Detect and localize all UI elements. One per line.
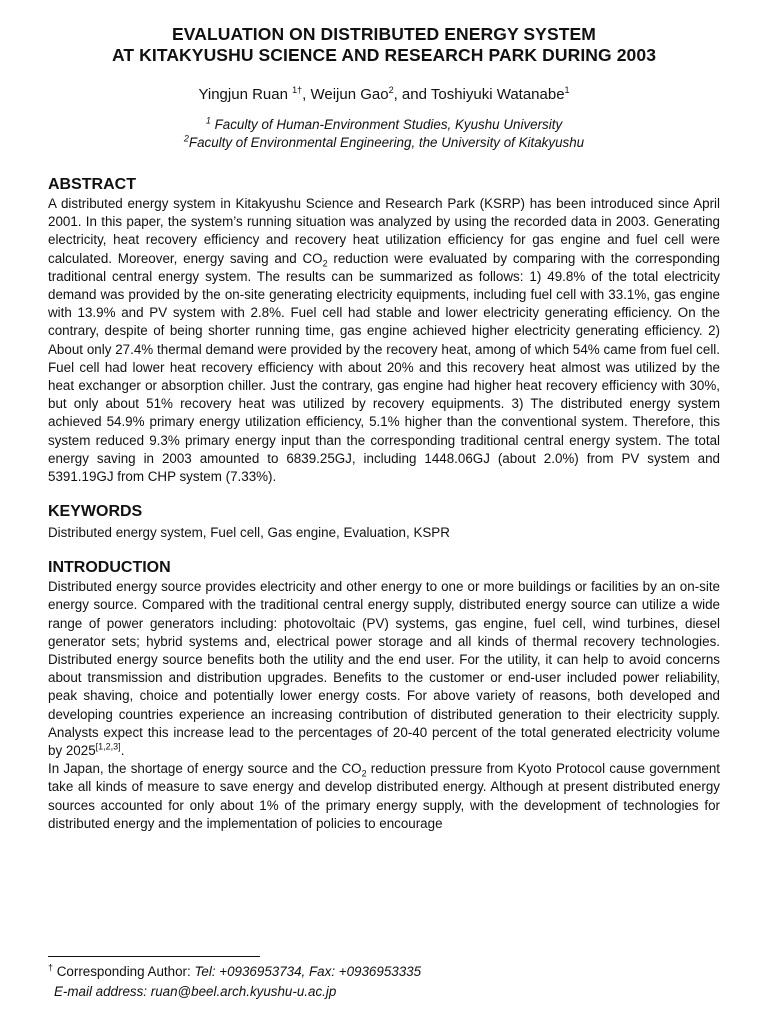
footnote-author-line — [48, 962, 421, 982]
author-list — [48, 86, 720, 104]
footnote-label: Corresponding Author: — [53, 964, 195, 979]
author-1-mark: 1† — [292, 85, 303, 95]
paper-title — [48, 24, 720, 66]
author-2-mark: 2 — [388, 85, 394, 95]
introduction-paragraph-1 — [48, 578, 720, 760]
affiliation-2-mark: 2 — [183, 133, 189, 144]
author-3-mark: 1 — [564, 85, 570, 95]
introduction-heading: INTRODUCTION — [48, 559, 171, 577]
intro-p2-text-2: reduction pressure from Kyoto Protocol cause government take all kinds of measure to save energy and develop distributed energy. Although at present distributed energy sources accounted for only about 1% of the primary energy supply, with the development of technologies for distributed energy and the implementation of policies to encourage — [48, 761, 720, 831]
footnote-email[interactable]: E-mail address: ruan@beel.arch.kyushu-u.ac.jp — [54, 984, 337, 999]
introduction-section — [48, 558, 720, 833]
footnote-divider — [48, 956, 260, 957]
title-line-1: EVALUATION ON DISTRIBUTED ENERGY SYSTEM — [172, 24, 596, 44]
keywords-list: Distributed energy system, Fuel cell, Gas engine, Evaluation, KSPR — [48, 525, 450, 541]
paper-page — [48, 24, 720, 833]
intro-p1-text: Distributed energy source provides electricity and other energy to one or more buildings or facilities by an on-site energy source. Compared with the traditional central energy supply, distributed energy source can utilize a wide range of power generators including: photovoltaic (PV) systems, gas engine, fuel cell, wind turbines, diesel generator sets; hybrid systems and, electrical power storage and all kinds of thermal recovery technologies. Distributed energy source benefits both the utility and the end user. For the utility, it can help to avoid concerns about transmission and distribution upgrades. Benefits to the customer or end-user included power reliability, peak shaving, choice and potentially lower energy costs. For above variety of reasons, both developed and developing countries experience an increasing contribution of distributed generation to their electricity supply. Analysts expect this increase lead to the percentages of 20-40 percent of the total generated electricity volume by 2025 — [48, 579, 720, 759]
author-1: Yingjun Ruan — [198, 86, 293, 103]
title-line-2: AT KITAKYUSHU SCIENCE AND RESEARCH PARK DURING 2003 — [111, 45, 657, 65]
abstract-text-1: A distributed energy system in Kitakyushu Science and Research Park (KSRP) has been introduced since April 2001. In this paper, the system’s running situation was analyzed by using the recorded data in 2003. Generating electricity, heat recovery efficiency and recovery heat utilization efficiency for gas engine and fuel cell were calculated. Moreover, energy saving and CO — [48, 196, 720, 266]
intro-co2-subscript: 2 — [361, 768, 367, 779]
intro-p1-reference[interactable]: [1,2,3] — [95, 741, 121, 752]
affiliation-1-mark: 1 — [205, 115, 211, 126]
abstract-co2-subscript: 2 — [322, 258, 328, 269]
footnote-contact: Tel: +0936953734, Fax: +0936953335 — [194, 964, 422, 979]
abstract-section — [48, 175, 720, 486]
affiliations — [48, 116, 720, 152]
intro-p1-end: . — [120, 743, 125, 759]
author-3: , and Toshiyuki Watanabe — [393, 86, 565, 103]
footnote-dagger: † — [48, 962, 54, 973]
intro-p2-text-1: In Japan, the shortage of energy source and the CO — [48, 761, 362, 777]
affiliation-1 — [48, 116, 720, 134]
affiliation-2 — [48, 134, 720, 152]
abstract-text-2: reduction were evaluated by comparing with the corresponding traditional central energy system. The results can be summarized as follows: 1) 49.8% of the total electricity demand was provided by the on-site generating electricity equipments, including fuel cell with 33.1%, gas engine with 13.9% and PV system with 2.8%. Fuel cell had stable and lower electricity generating efficiency. On the contrary, despite of being shorter running time, gas engine achieved higher electricity generating efficiency. 2) About only 27.4% thermal demand were provided by the recovery heat, among of which 54% came from fuel cell. Fuel cell had lower heat recovery efficiency with about 20% and this recovery heat almost was utilized by the heat exchanger or absorption chiller. Just the contrary, gas engine had higher heat recovery efficiency with 30%, but only about 51% recovery heat was utilized by recovery equipments. 3) The distributed energy system achieved 54.9% primary energy utilization efficiency, 5.1% higher than the conventional system. Therefore, this system reduced 9.3% primary energy input than the corresponding traditional central energy system. The total energy saving in 2003 amounted to 6839.25GJ, including 1448.06GJ (about 2.0%) from PV system and 5391.19GJ from CHP system (7.33%). — [48, 250, 720, 485]
footnote — [48, 962, 421, 1002]
introduction-paragraph-2 — [48, 760, 720, 833]
author-2: , Weijun Gao — [302, 86, 389, 103]
affiliation-1-text: Faculty of Human-Environment Studies, Kyushu University — [210, 117, 563, 132]
affiliation-2-text: Faculty of Environmental Engineering, the University of Kitakyushu — [188, 135, 585, 150]
abstract-body — [48, 195, 720, 486]
keywords-heading: KEYWORDS — [48, 503, 143, 521]
abstract-heading: ABSTRACT — [48, 176, 136, 193]
keywords-section — [48, 502, 720, 542]
